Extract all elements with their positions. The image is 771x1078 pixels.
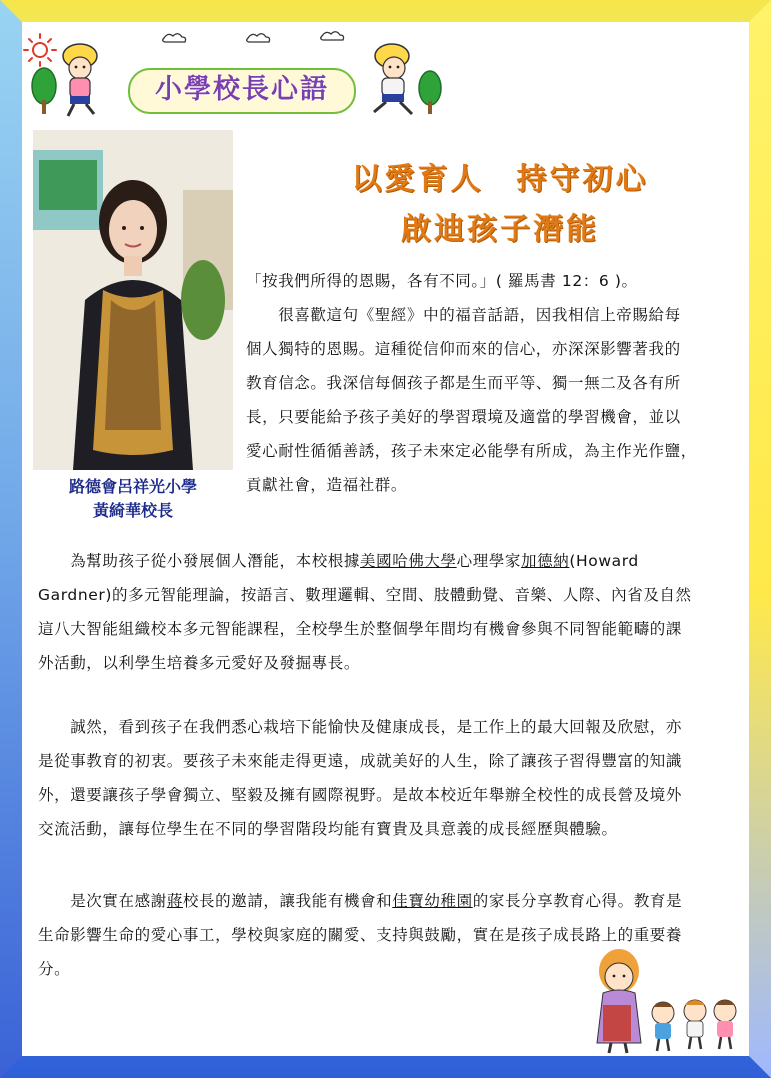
- cloud-icon: [163, 32, 344, 42]
- highlight-kindergarten: 佳寶幼稚園: [392, 892, 473, 910]
- tree-icon: [419, 71, 441, 114]
- text-line: 外活動，以利學生培養多元愛好及發掘專長。: [38, 654, 361, 672]
- text-line: 個人獨特的恩賜。這種從信仰而來的信心，亦深深影響著我的: [246, 340, 681, 358]
- text-span: 的家長分享教育心得。教育是: [472, 892, 683, 910]
- text-span: 為幫助孩子從小發展個人潛能，本校根據: [38, 552, 361, 570]
- article-title-line2: 啟迪孩子潛能: [401, 212, 599, 247]
- child-icon: [684, 1000, 706, 1049]
- child-icon: [714, 1000, 736, 1049]
- text-line: 「按我們所得的恩賜，各有不同。」( 羅馬書 12：6 )。: [246, 272, 638, 290]
- text-line: 誠然，看到孩子在我們悉心栽培下能愉快及健康成長，是工作上的最大回報及欣慰，亦: [38, 718, 683, 736]
- caption-school: 路德會呂祥光小學: [68, 477, 197, 496]
- highlight-gardner: 加德納: [521, 552, 570, 570]
- running-child-icon: [63, 44, 97, 116]
- teacher-icon: [597, 949, 641, 1053]
- text-span: 心理學家: [456, 552, 522, 570]
- caption-name: 黃綺華校長: [92, 501, 173, 520]
- text-line: 分。: [38, 960, 71, 978]
- text-line: 愛心耐性循循善誘，孩子未來定必能學有所成，為主作光作鹽，: [246, 442, 697, 460]
- sun-icon: [24, 34, 56, 66]
- text-span: 校長的邀請，讓我能有機會和: [182, 892, 393, 910]
- text-line: 長，只要能給予孩子美好的學習環境及適當的學習機會，並以: [246, 408, 681, 426]
- article-title-line1: 以愛育人 持守初心: [351, 162, 649, 197]
- text-line: 是從事教育的初衷。要孩子未來能走得更遠，成就美好的人生，除了讓孩子習得豐富的知識: [38, 752, 683, 770]
- principal-photo: [33, 130, 233, 470]
- text-line: 教育信念。我深信每個孩子都是生而平等、獨一無二及各有所: [246, 374, 681, 392]
- text-span: (Howard: [569, 552, 639, 570]
- text-line: [38, 544, 738, 578]
- text-line: 很喜歡這句《聖經》中的福音話語，因我相信上帝賜給每: [246, 306, 681, 324]
- child-icon: [652, 1002, 674, 1051]
- text-line: Gardner)的多元智能理論，按語言、數理邏輯、空間、肢體動覺、音樂、人際、內省及自然: [38, 586, 692, 604]
- running-boy-icon: [374, 44, 412, 114]
- text-line: 生命影響生命的愛心事工，學校與家庭的關愛、支持與鼓勵，實在是孩子成長路上的重要養: [38, 926, 683, 944]
- banner-title: 小學校長心語: [155, 74, 329, 105]
- header-banner: [22, 28, 452, 120]
- text-line: 貢獻社會，造福社群。: [246, 476, 408, 494]
- tree-icon: [32, 68, 56, 114]
- text-span: 是次實在感謝: [38, 892, 167, 910]
- paragraph-2: [38, 544, 738, 680]
- paragraph-1: [246, 264, 736, 502]
- highlight-principal-surname: 蔣: [166, 892, 183, 910]
- teacher-children-illustration: [585, 945, 745, 1055]
- text-line: [38, 884, 738, 918]
- text-line: 這八大智能組織校本多元智能課程，全校學生於整個學年間均有機會參與不同智能範疇的課: [38, 620, 683, 638]
- principal-portrait: [33, 130, 233, 470]
- paragraph-3: [38, 710, 738, 846]
- text-line: 外，還要讓孩子學會獨立、堅毅及擁有國際視野。是故本校近年舉辦全校性的成長營及境外: [38, 786, 683, 804]
- highlight-harvard: 美國哈佛大學: [360, 552, 457, 570]
- text-line: 交流活動，讓每位學生在不同的學習階段均能有寶貴及具意義的成長經歷與體驗。: [38, 820, 618, 838]
